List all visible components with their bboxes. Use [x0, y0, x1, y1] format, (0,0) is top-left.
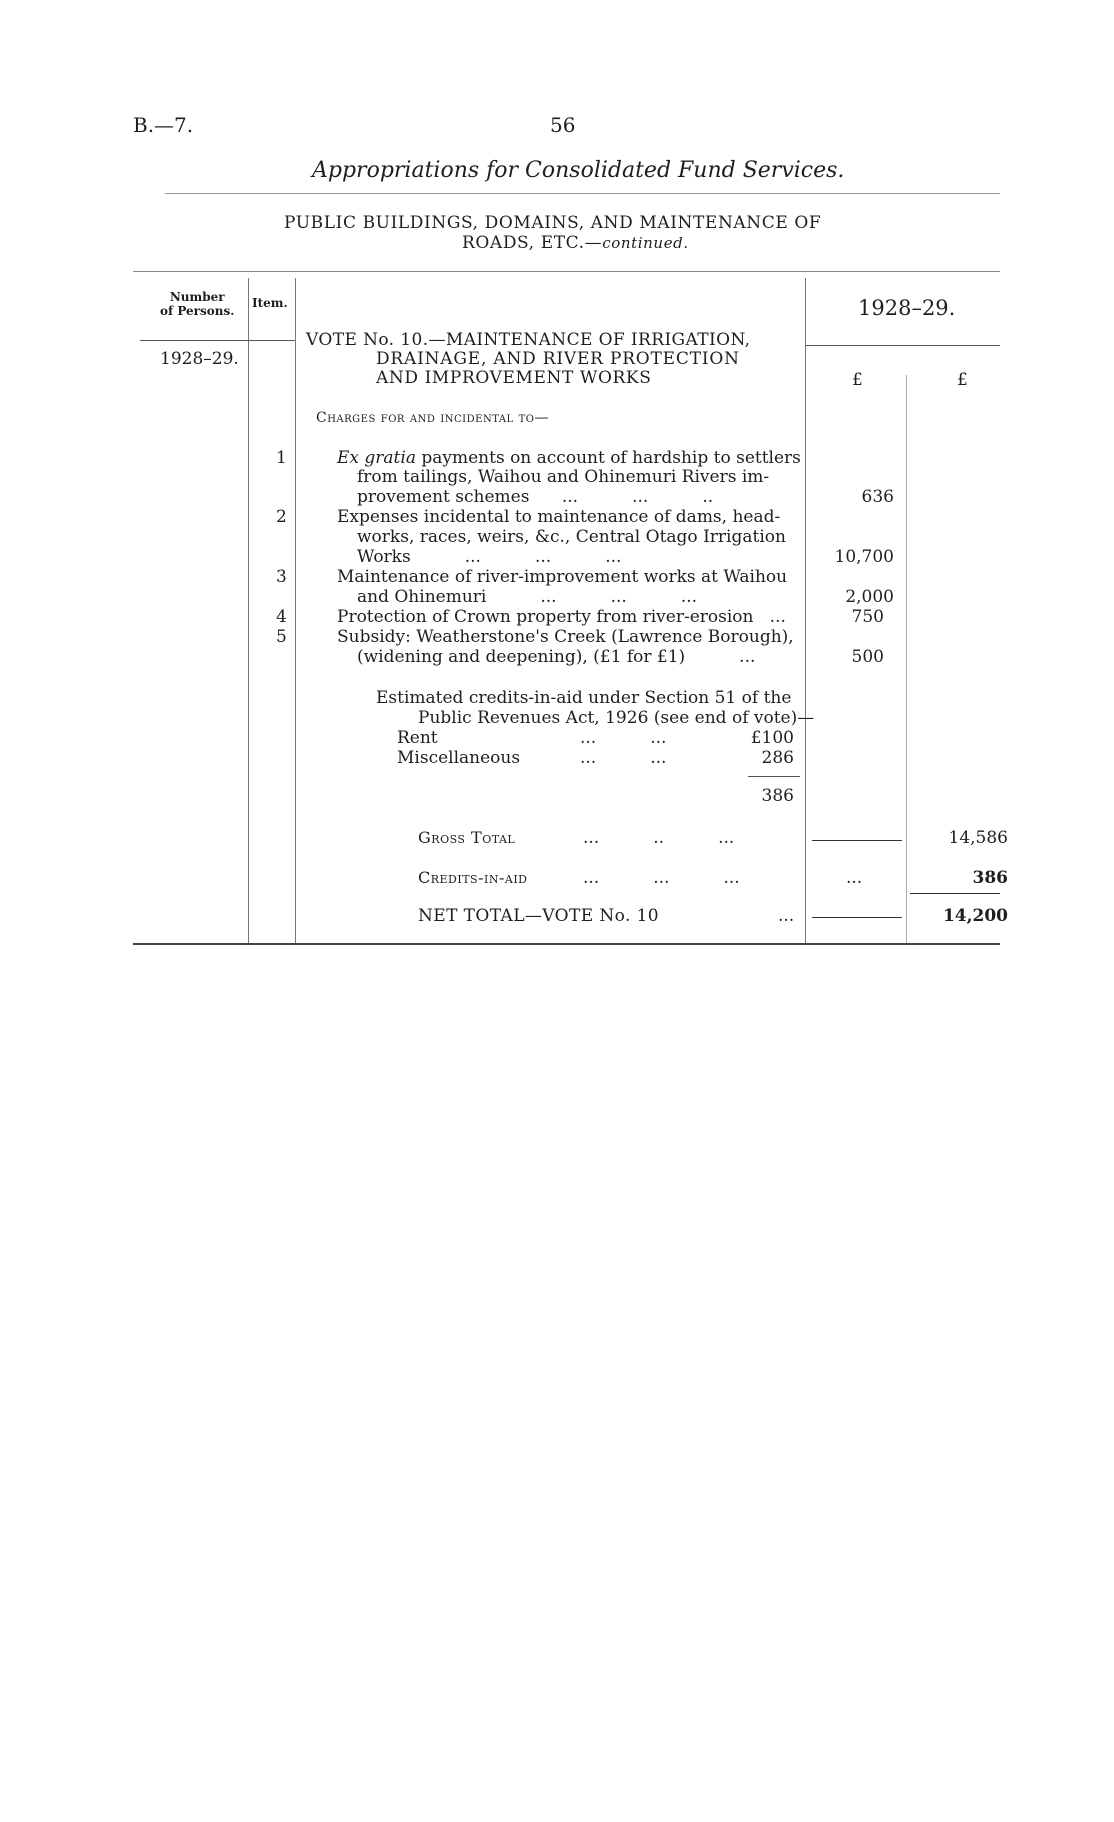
col-rule-amount: [906, 375, 907, 943]
credits-in-aid-mid: ...: [846, 868, 863, 888]
header-number-line2: of Persons.: [160, 304, 235, 318]
header-currency-2: £: [957, 370, 968, 390]
section-title-line1: PUBLIC BUILDINGS, DOMAINS, AND MAINTENANCE OF: [284, 213, 822, 233]
charges-heading: Charges for and incidental to—: [316, 410, 550, 426]
header-year: 1928–29.: [858, 296, 956, 320]
section-title-line2-main: ROADS, ETC.—: [462, 233, 603, 253]
header-number-line1: Number: [169, 290, 225, 304]
gross-total-amount: 14,586: [948, 828, 1008, 848]
item-1-line1-rest: payments on account of hardship to settlers: [415, 448, 801, 468]
credits-in-aid-label: Credits-in-aid: [418, 868, 528, 887]
item-3-line1: Maintenance of river-improvement works at Waihou: [337, 567, 788, 587]
header-persons-year: 1928–29.: [160, 349, 239, 369]
item-5-line2: (widening and deepening), (£1 for £1) ...: [357, 647, 756, 667]
vote-title-line1: VOTE No. 10.—MAINTENANCE OF IRRIGATION,: [306, 330, 751, 350]
section-title-line2-italic: continued.: [602, 234, 689, 252]
credits-row-amount: 286: [761, 748, 794, 768]
header-year-underline: [805, 345, 1000, 346]
net-total-dots: ...: [778, 906, 795, 926]
net-dash: [812, 917, 902, 918]
net-total-label: NET TOTAL—VOTE No. 10: [418, 906, 659, 926]
credits-total: 386: [761, 786, 794, 806]
vote-title-line2: DRAINAGE, AND RIVER PROTECTION: [376, 349, 740, 369]
gross-total-dots: ... .. ...: [583, 828, 735, 848]
item-3-line2: and Ohinemuri ... ... ...: [357, 587, 698, 607]
item-number: 1: [276, 448, 287, 468]
header-item: Item.: [252, 296, 288, 310]
page-number: 56: [550, 113, 576, 137]
section-title-line2: [462, 233, 689, 253]
credits-row-amount: £100: [750, 728, 794, 748]
table-top-rule: [133, 271, 1000, 272]
item-1-amount: 636: [861, 487, 894, 507]
vote-title-line3: AND IMPROVEMENT WORKS: [376, 368, 652, 388]
item-number: 2: [276, 507, 287, 527]
item-5-line1: Subsidy: Weatherstone's Creek (Lawrence Borough),: [337, 627, 794, 647]
item-1-lead: Ex gratia: [337, 448, 416, 468]
credits-row-dots: ... ...: [580, 748, 667, 768]
page-title: Appropriations for Consolidated Fund Services.: [312, 158, 845, 183]
credits-in-aid-dots: ... ... ...: [583, 868, 740, 888]
document-reference: B.—7.: [133, 113, 194, 137]
credits-row-label: Miscellaneous: [397, 748, 521, 768]
item-5-amount: 500: [851, 647, 884, 667]
item-number: 5: [276, 627, 287, 647]
credits-row-dots: ... ...: [580, 728, 667, 748]
net-total-amount: 14,200: [942, 906, 1008, 926]
item-2-line1: Expenses incidental to maintenance of dams, head-: [337, 507, 781, 527]
item-2-line3: Works ... ... ...: [357, 547, 622, 567]
net-total-rule: [910, 893, 1000, 894]
header-currency-1: £: [852, 370, 863, 390]
item-1-line2: from tailings, Waihou and Ohinemuri Rivers im-: [357, 467, 770, 487]
item-number: 3: [276, 567, 287, 587]
col-rule-desc: [805, 278, 806, 943]
col-rule-item: [295, 278, 296, 943]
credits-subtotal-rule: [748, 776, 800, 777]
item-number: 4: [276, 607, 287, 627]
credits-line1: Estimated credits-in-aid under Section 51 of the: [376, 688, 792, 708]
credits-in-aid-amount: 386: [972, 868, 1008, 888]
table-bottom-rule: [133, 943, 1000, 945]
item-3-amount: 2,000: [845, 587, 894, 607]
item-2-amount: 10,700: [834, 547, 894, 567]
header-persons-underline: [140, 340, 295, 341]
header-number-of-persons: [160, 290, 234, 318]
item-1-line1: [337, 448, 801, 468]
gross-dash: [812, 840, 902, 841]
item-4-line1: Protection of Crown property from river-erosion ...: [337, 607, 786, 627]
item-1-line3: provement schemes ... ... ..: [357, 487, 714, 507]
col-rule-persons: [248, 278, 249, 943]
credits-line2: Public Revenues Act, 1926 (see end of vote)—: [418, 708, 815, 728]
header-divider: [165, 193, 1000, 194]
gross-total-label: Gross Total: [418, 828, 516, 847]
item-4-amount: 750: [851, 607, 884, 627]
credits-row-label: Rent: [397, 728, 438, 748]
item-2-line2: works, races, weirs, &c., Central Otago Irrigation: [357, 527, 786, 547]
